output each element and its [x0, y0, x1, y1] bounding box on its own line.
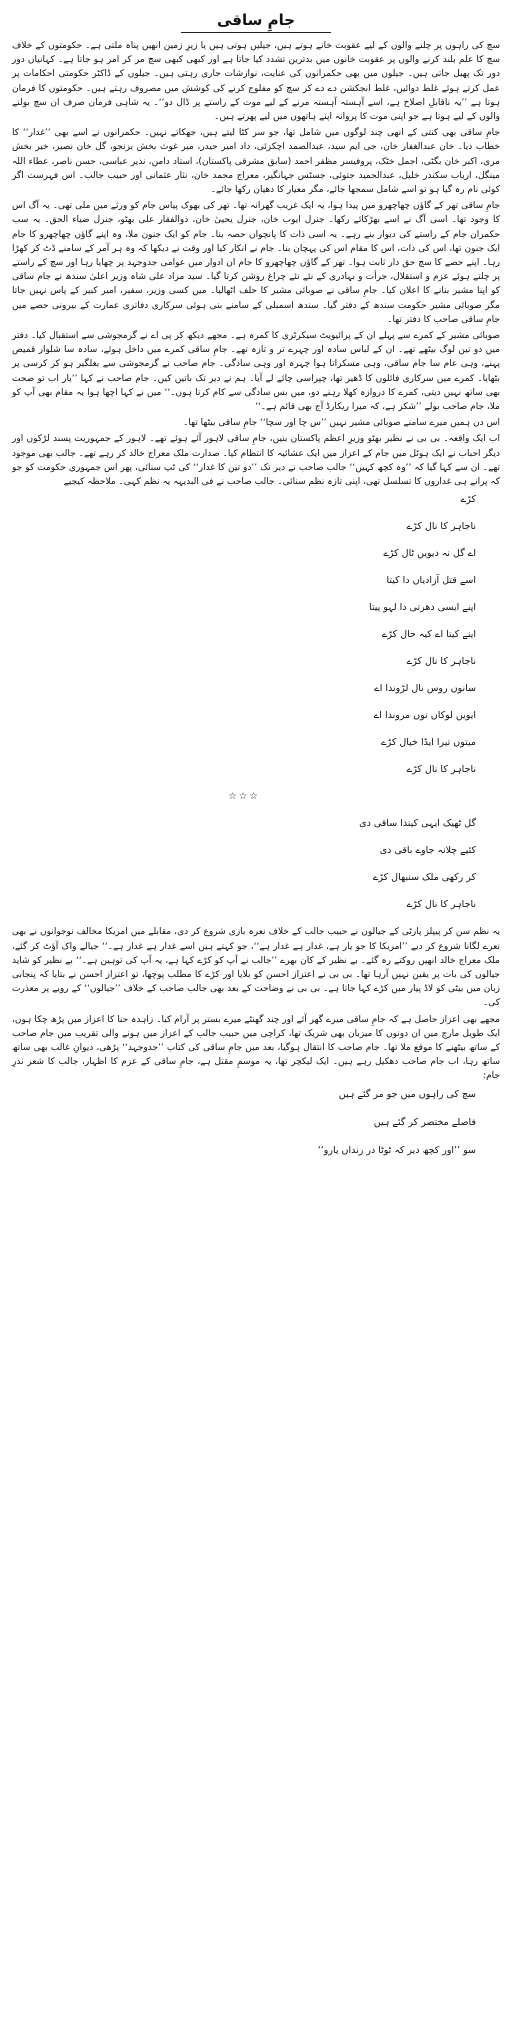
- poem-line: ناجاہر کا نال کڑے: [406, 899, 476, 911]
- poem-heading: کڑے: [460, 494, 476, 506]
- paragraph: مجھے بھی اعزاز حاصل ہے کہ جامِ ساقی میرے گھر آئے اور چند گھنٹے میرے بستر پر آرام کیا۔ زاہدہ حنا کا اعزاز میں پڑھ چکا ہوں، ایک طویل مارچ میں ان دونوں کا میزبان بھی شریک تھا، کراچی میں حبیب جالب کے اعزاز میں ہونے والی تقریب میں جام صاحب کے ساتھ بیٹھنے کا موقع ملا تھا۔ جام صاحب کا انتقال ہوگیا، بعد میں جامِ ساقی کی کتاب ’’جدوجہد‘‘ پڑھی، دیوانِ غالب بھی ساتھ ساتھ رہا، اب جام صاحب دھکیل رہے ہیں۔ ایک لیکچر تھا، یہ موسمِ مقتل ہے، جامِ ساقی کے عزم کا اظہار، جالب کا شعر نذرِ جام:: [12, 1014, 500, 1082]
- paragraph: اب ایک واقعہ۔ بی بی نے نظیر بھٹو وزیرِ اعظم پاکستان بنیں، جامِ ساقی لاہور آئے ہوئے تھے۔ لاہور کے جمہوریت پسند لڑکوں اور دیگر احباب نے ایک ہوٹل میں جام کے اعزاز میں ایک عشائیہ کا انتظام کیا۔ صدارت ملک معراج خالد کر رہے تھے۔ جالب بھی موجود تھے۔ ان سے کہا گیا کہ ’’وہ کچھ کہیں‘‘ جالب صاحب نے دیر تک ’’دو تین کا غدار‘‘ کی ٹپ سنائی، پھر اس جمہوری حکومت کو جو کہ پرانے ہی غداروں کا تسلسل تھی، اپنی تازہ نظم سنائی۔ جالب صاحب نے فی البدیہہ یہ نظم کہی۔ ملاحظہ کیجیے: [12, 434, 500, 488]
- paragraph: سچ کی راہوں پر چلنے والوں کے لیے عقوبت خانے ہوتے ہیں، جیلیں ہوتی ہیں یا زیرِ زمین انھیں پناہ ملتی ہے۔ حکومتوں کے خلاف سچ کا علم بلند کرنے والوں پر عقوبت خانوں میں بدترین تشدد کیا جاتا ہے اور کبھی کبھی سچ مر کر امر ہو جاتا ہے۔ کہانیاں دور دور تک پھیل جاتی ہیں۔ جیلوں میں بھی حکمرانوں کی عنایت، نوازشات جاری رہتی ہیں۔ جیلوں کے ڈاکٹر حکومتی احکامات پر عمل کرتے ہوئے غلط دوائیں، غلط انجکشن دے دے کر سچ کو مفلوج کرنے کی کوشش میں مصروف رہتے ہیں۔ حکومتوں کا فرمان ہوتا ہے ’’یہ ناقابلِ اصلاح ہے، اسے آہستہ آہستہ مرنے کے لیے موت کے راستے پر ڈال دو‘‘۔ یہ شاہی فرمان صرف ان سچ بولنے والوں کے لیے ہوتا ہے جو اپنی موت کا پروانہ اپنے ہاتھوں میں لیے پھرتے ہیں۔: [12, 41, 500, 123]
- poem-line: سانوں روس نال لڑوندا اے: [374, 683, 476, 695]
- poem-line: اسے قتل آزادیاں دا کیتا: [386, 575, 476, 587]
- paragraph: جامِ ساقی بھی کنتی کے انھی چند لوگوں میں شامل تھا، جو سر کٹا لیتے ہیں، جھکاتے نہیں۔ حکمرانوں نے اسے بھی ’’غدار‘‘ کا خطاب دیا۔ خان عبدالغفار خان، جی ایم سید، عبدالصمد اچکزئی، داد امیر حیدر، میر غوث بخش بزنجو، گل خان نصیر، خیر بخش مری، اکبر خان بگٹی، اجمل خٹک، پروفیسر مظفر احمد (سابق مشرقی پاکستان)، استاد دامن، نذیر عباسی، حسن ناصر، عطاء اللہ مینگل، ارباب سکندر خلیل، عبدالحمید جتوئی، جسٹس جہانگیر، معراج محمد خان، نثار عثمانی اور حبیب جالب۔ اس فہرست اگر کوئی نام رہ گیا ہو تو اسے شامل سمجھا جائے، مگر معیار کا دھیان رکھا جائے۔: [12, 128, 500, 196]
- poem-line: ناجاہر کا نال کڑے: [406, 521, 476, 533]
- poem-line: ناجاہر کا نال کڑے: [406, 764, 476, 776]
- poem-line: میتوں تیرا ایڈا خیال کڑے: [381, 737, 476, 749]
- closing-line: سچ کی راہوں میں جو مر گئے ہیں: [338, 1088, 476, 1100]
- closing-verse: [12, 1088, 500, 1158]
- poem-line: اینے کیتا اے کیہ حال کڑے: [381, 629, 476, 641]
- closing-line: فاصلے مختصر کر گئے ہیں: [373, 1116, 476, 1128]
- article-title: جامِ ساقی: [216, 11, 296, 29]
- poem-line: اے گل نہ دیویں ٹال کڑے: [383, 548, 476, 560]
- poem-line: کئیے چلانہ جاوے باقی دی: [379, 845, 476, 857]
- poem: [12, 493, 500, 912]
- star-divider: ☆☆☆: [228, 791, 260, 803]
- poem-line: ناجاہر کا نال کڑے: [406, 656, 476, 668]
- paragraph: اس دن ہمیں میرے سامنے صوبائی مشیر نہیں ’’س چا اور سچا‘‘ جامِ ساقی بیٹھا تھا۔: [183, 418, 500, 429]
- article-body: [12, 39, 500, 1158]
- poem-line: ایویں لوکاں نوں مروندا اے: [373, 710, 476, 722]
- closing-line: سو ’’اور کچھ دیر کہ ٹوٹا در زنداں یارو‘‘: [317, 1144, 476, 1156]
- poem-line: کر رکھی ملک سنبھال کڑے: [372, 872, 476, 884]
- title-underline: [181, 32, 331, 33]
- paragraph: صوبائی مشیر کے کمرے سے پہلے ان کے پرائیویٹ سیکرٹری کا کمرہ ہے۔ مجھے دیکھ کر پی اے نے گرمجوشی سے استقبال کیا۔ دفتر میں دو تین لوگ بیٹھے تھے۔ ان کے لباس سادہ اور چہرے تر و تازہ تھے۔ جامِ ساقی کمرے میں داخل ہوئے، سادہ سا شلوار قمیص پہنے، وہی عام سا جام ساقی، وہی مسکراتا ہوا چہرہ اور وہی سادگی۔ جام صاحب نے گرمجوشی سے بغلگیر ہو کر کرسی پر بٹھایا۔ کمرے میں سرکاری فائلوں کا ڈھیر تھا، چپراسی چائے لے آیا۔ ہم نے دیر تک باتیں کیں۔ جام صاحب نے کہا ’’یار اب تو صحت بھی ساتھ نہیں دیتی، کمرے کا دروازہ کھلا رہنے دو، میں بس سادگی سے کام کرتا ہوں۔‘‘ میں نے کہا اچھا ہوا یہ مقام بھی آپ کو ملا، جام صاحب بولے ’’شکر ہے، کہ میرا ریکارڈ آج بھی قائم ہے۔‘‘: [12, 331, 500, 413]
- poem-line: اپنے ایسی دھرتی دا لہو پیتا: [368, 602, 476, 614]
- paragraph: یہ نظم سن کر پیپلز پارٹی کے جیالوں نے حبیب جالب کے خلاف نعرہ بازی شروع کر دی، مقابلے میں امریکا مخالف نوجوانوں نے بھی نعرے لگانا شروع کر دیے ’’امریکا کا جو یار ہے، غدار ہے غدار ہے‘‘، جو کہتے ہیں اسے غدار ہے غدار ہے۔‘‘ جیالے واک آؤٹ کر گئے، ملک معراج خالد انھیں روکتے رہ گئے۔ بے نظیر کے کان بھرے ’’جالب نے آپ کو کڑے کہا ہے، یہ آپ کی توہین ہے۔‘‘ بے نظیر کو شاید جیالوں کی بات پر یقین نہیں آرہا تھا۔ بی بی نے اعتزاز احسن کو بلایا اور کڑے کا مطلب پوچھا، تو اعتزاز احسن نے بتایا کہ پنجابی زبان میں بیٹی کو لاڈ پیار میں کڑے کہا جاتا ہے۔ بی بی نے وضاحت کے بعد بھی جالب صاحب کے خلاف ’’جیالوں‘‘ کے رویے پر معذرت کی۔: [12, 927, 500, 1009]
- poem-line: گل ٹھیک ایہی کیندا ساقی دی: [359, 818, 476, 830]
- paragraph: جامِ ساقی تھر کے گاؤں چھاچھرو میں پیدا ہوا، یہ ایک غریب گھرانہ تھا۔ تھر کی بھوک پیاس جام کو ورثے میں ملی تھی۔ یہ آگ اس کا وجود تھا۔ اسی آگ نے اسے بھڑکائے رکھا۔ جنرل ایوب خان، جنرل یحییٰ خان، ذوالفقار علی بھٹو، جنرل ضیاء الحق۔ یہ سب حکمران جام کے راستے کی دیوار بنے رہے۔ یہ اسی ذات کا پانچواں حصہ بنا۔ جام کو ایک جنون ملا، وہ اپنے گاؤں چھاچھرو کا جام ایک جنون تھا، اس کی ذات، اس کا مقام اس کی پہچان بنا۔ جام نے انکار کیا اور وقت نے دیکھا کہ وہ ہر آمر کے سامنے ڈٹ کر کھڑا رہا۔ اپنے حصے کا سچ حق دار ثابت ہوا۔ تھر کے گاؤں چھاچھرو کا جام ان ادوار میں عوامی جدوجہد پر چھایا رہا اور سچ کے راستے پر چلتے ہوئے عزم و استقلال، جرأت و بہادری کے نئے نئے چراغ روشن کرتا گیا۔ سید مراد علی شاہ وزیر اعلیٰ سندھ نے جام ساقی کو اپنا مشیر بنانے کا اعلان کیا۔ جامِ ساقی نے صوبائی مشیر کا حلف اٹھالیا۔ میں کسی وزیر، سفیر، امیر کبیر کے پاس نہیں جاتا مگر صوبائی مشیر حکومت سندھ کے دفتر گیا۔ سندھ اسمبلی کے سامنے بنی ہوئی سرکاری دفاتری عمارت کے بیرونی حصے میں جامِ ساقی صاحب کا دفتر تھا۔: [12, 201, 500, 325]
